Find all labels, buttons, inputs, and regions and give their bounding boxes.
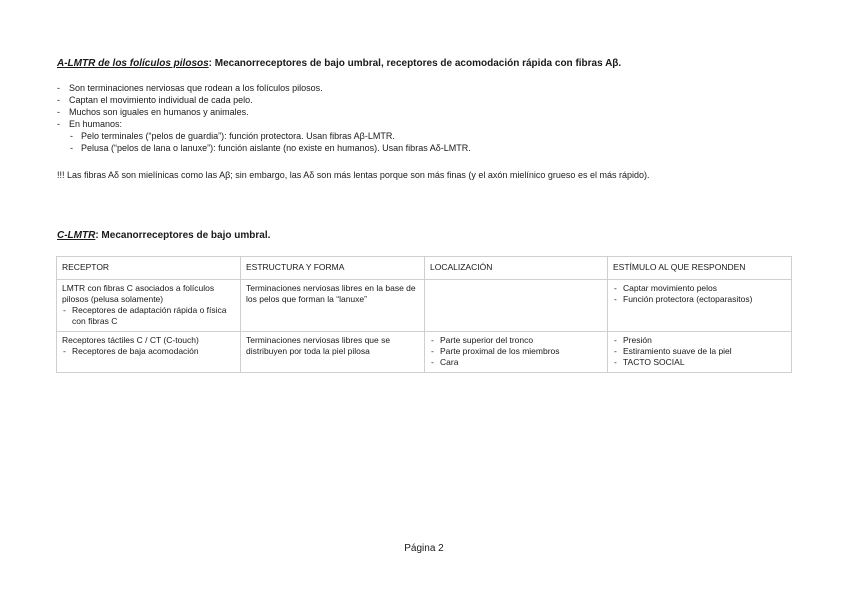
cell-list-item: - Receptores de baja acomodación — [62, 346, 235, 357]
table-cell — [57, 280, 241, 332]
section-a-term: A-LMTR de los folículos pilosos — [57, 58, 209, 69]
section-c-heading-text: : Mecanorreceptores de bajo umbral. — [95, 230, 271, 241]
list-item: - Muchos son iguales en humanos y animales. — [57, 106, 471, 118]
table-cell — [241, 280, 425, 332]
column-header: LOCALIZACIÓN — [425, 257, 608, 280]
table-cell — [608, 280, 792, 332]
cell-list-item: - TACTO SOCIAL — [613, 357, 786, 368]
sub-list-item: - Pelo terminales (“pelos de guardia”): función protectora. Usan fibras Aβ-LMTR. — [57, 130, 471, 142]
cell-list-item: - Función protectora (ectoparasitos) — [613, 294, 786, 305]
cell-list — [62, 305, 235, 327]
cell-text: Receptores táctiles C / CT (C-touch) — [62, 335, 199, 345]
page-number: Página 2 — [404, 543, 444, 554]
cell-list — [430, 335, 602, 368]
cell-text: Terminaciones nerviosas libres en la base de los pelos que forman la “lanuxe” — [246, 283, 416, 304]
cell-list-item: - Captar movimiento pelos — [613, 283, 786, 294]
table-cell — [425, 280, 608, 332]
list-item: - En humanos: — [57, 118, 471, 130]
column-header: ESTÍMULO AL QUE RESPONDEN — [608, 257, 792, 280]
table-cell — [608, 332, 792, 373]
cell-list-item: - Parte proximal de los miembros — [430, 346, 602, 357]
list-item: - Son terminaciones nerviosas que rodean a los folículos pilosos. — [57, 82, 471, 94]
cell-list-item: - Cara — [430, 357, 602, 368]
table-cell — [425, 332, 608, 373]
section-a-heading — [57, 58, 621, 69]
column-header: RECEPTOR — [57, 257, 241, 280]
cell-list — [613, 335, 786, 368]
section-c-term: C-LMTR — [57, 230, 96, 241]
section-c-heading — [57, 230, 270, 241]
cell-list-item: - Parte superior del tronco — [430, 335, 602, 346]
section-a-heading-text: : Mecanorreceptores de bajo umbral, receptores de acomodación rápida con fibras Aβ. — [208, 58, 622, 69]
table-row — [57, 280, 792, 332]
section-a-note: !!! Las fibras Aδ son mielínicas como las Aβ; sin embargo, las Aδ son más lentas porque son más finas (y el axón mielínico grueso es el más rápido). — [57, 170, 650, 180]
cell-list — [613, 283, 786, 305]
cell-text: Terminaciones nerviosas libres que se distribuyen por toda la piel pilosa — [246, 335, 391, 356]
column-header: ESTRUCTURA Y FORMA — [241, 257, 425, 280]
cell-list-item: - Receptores de adaptación rápida o física con fibras C — [62, 305, 235, 327]
cell-list-item: - Presión — [613, 335, 786, 346]
table-cell — [57, 332, 241, 373]
list-item: - Captan el movimiento individual de cada pelo. — [57, 94, 471, 106]
receptor-table — [56, 256, 792, 373]
table-header-row — [57, 257, 792, 280]
section-a-list — [57, 82, 471, 154]
cell-text: LMTR con fibras C asociados a folículos pilosos (pelusa solamente) — [62, 283, 215, 304]
table-cell — [241, 332, 425, 373]
table-row — [57, 332, 792, 373]
cell-list — [62, 346, 235, 357]
cell-list-item: - Estiramiento suave de la piel — [613, 346, 786, 357]
sub-list-item: - Pelusa (“pelos de lana o lanuxe”): función aislante (no existe en humanos). Usan fibras Aδ-LMTR. — [57, 142, 471, 154]
